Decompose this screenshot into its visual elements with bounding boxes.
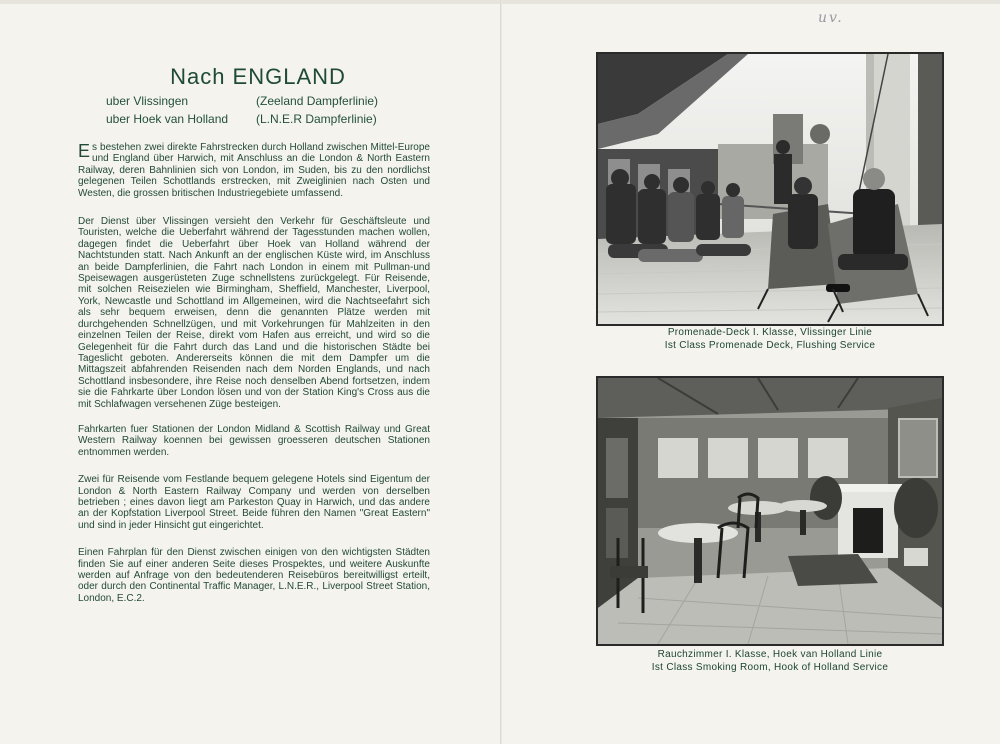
promenade-deck-image [598, 54, 942, 324]
paragraph-routes: Es bestehen zwei direkte Fahrstrecken durch Holland zwischen Mittel-Europe und England über Harwich, mit Anschluss an die London & North Eastern Railway, deren Bahnlinien sich von London, im Suden, bis zu den nordlichst gelegenen Teilen Schottlands erstrecken, mit Zweiglinien nach Osten und Westen, die grossen britischen Industriegebiete umfassend. [78, 141, 430, 199]
paragraph-tickets: Fahrkarten fuer Stationen der London Midland & Scottish Railway und Great Western Railway koennen bei gewissen groesseren deutschen Stationen entnommen werden. [78, 423, 430, 458]
caption-smoking-room-de: Rauchzimmer I. Klasse, Hoek van Holland Linie [657, 649, 883, 660]
center-fold [500, 0, 502, 744]
caption-smoking-room-en: Ist Class Smoking Room, Hook of Holland Service [651, 662, 889, 673]
route-line: (L.N.E.R Dampferlinie) [256, 112, 377, 126]
caption-promenade-en: Ist Class Promenade Deck, Flushing Service [664, 340, 876, 351]
route-via: uber Hoek van Holland [106, 112, 229, 126]
route-line: (Zeeland Dampferlinie) [256, 94, 379, 108]
page-title: Nach ENGLAND [170, 64, 346, 89]
paragraph-timetable: Einen Fahrplan für den Dienst zwischen einigen von den wichtigsten Städten finden Sie auf einer anderen Seite dieses Prospektes, und weitere Auskunfte werden auf Anfrage von den bedeutenderen Reisebüros bereitwilligst erteilt, oder durch den Continental Traffic Manager, L.N.E.R., Liverpool Street Station, London, E.C.2. [78, 547, 430, 604]
smoking-room-image [598, 378, 942, 644]
paragraph-services: Der Dienst über Vlissingen versieht den Verkehr für Geschäftsleute und Touristen, welche die Ueberfahrt während der Tagesstunden machen wollen, dagegen findet die Ueberfahrt über Hoek van Holland während der Nachtstunden statt. Nach Ankunft an der englischen Küste wird, im Anschluss an beide Dampferlinien, die Fahrt nach London in einem mit Pullman-und Speisewagen ausgerüsteten Zuge schnellstens zurückgelegt. Für Reisende, mit solchen Reisezielen wie Birmingham, Sheffield, Manchester, Liverpool, York, Newcastle und Schottland im Allgemeinen, wird die Nachtseefahrt sich als sehr bequem erweisen, denn die genannten Plätze werden mit durchgehenden Schnellzügen, und mit Vorkehrungen für Mahlzeiten in den einzelnen Teilen der Reise, direkt vom Hafen aus erreicht, und wird so die Gelegenheit für die Fahrt durch das Land und die historischen Städte bei Tageslicht geboten. Andererseits können die mit dem Dampfer um die Mittagszeit abfahrenden Reisenden nach dem Norden Englands, und nach Schottland insbesondere, ihre Reise noch denselben Abend fortsetzen, indem sie die Fahrkarte über London lösen und von der Station King's Cross aus die mit Schlafwagen versehenen Züge besteigen. [78, 216, 430, 410]
photo-smoking-room [596, 376, 944, 646]
route-hoek-van-holland [106, 112, 377, 126]
route-vlissingen [106, 94, 378, 108]
route-via: uber Vlissingen [106, 94, 189, 108]
body-text [78, 142, 430, 604]
pencil-annotation: uv. [818, 10, 844, 26]
paragraph-hotels: Zwei für Reisende vom Festlande bequem gelegene Hotels sind Eigentum der London & North Eastern Railway Company und werden von derselben betrieben ; eines davon liegt am Parkeston Quay in Harwich, und das andere an der Kopfstation Liverpool Street. Beide führen den Namen "Great Eastern" und sind in jeder Hinsicht gut eingerichtet. [78, 474, 430, 531]
caption-promenade-de: Promenade-Deck I. Klasse, Vlissinger Linie [667, 327, 873, 338]
photo-promenade-deck [596, 52, 944, 326]
